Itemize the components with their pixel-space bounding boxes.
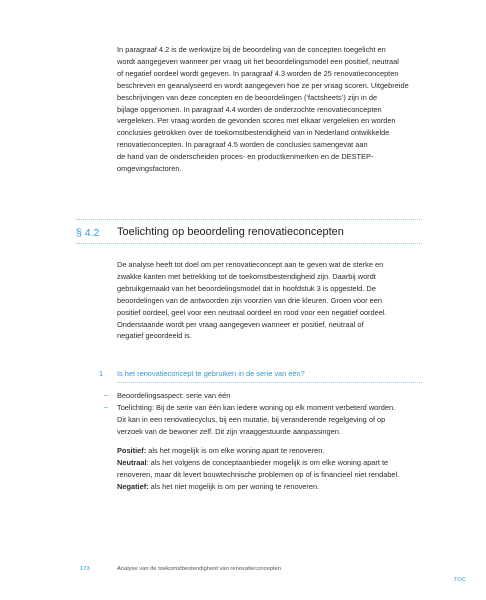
bullet-dash-toelichting: –	[104, 402, 109, 411]
bullet-aspect: Beoordelingsaspect: serie van één	[117, 391, 231, 400]
question-number: 1	[99, 369, 104, 378]
rating-neutraal-cont: renoveren, maar dit levert bouwtechnische problemen op of is financieel niet rendabel.	[117, 469, 400, 479]
question-title: Is het renovatieconcept te gebruiken in de serie van één?	[117, 369, 305, 378]
section-number: § 4.2	[76, 227, 100, 239]
rating-definitions	[117, 445, 417, 493]
section-top-divider	[76, 219, 422, 220]
section-title: Toelichting op beoordeling renovatieconcepten	[117, 226, 344, 238]
toc-link[interactable]: TOC	[454, 577, 467, 583]
page-number: 173	[80, 566, 90, 572]
intro-paragraph: In paragraaf 4.2 is de werkwijze bij de beoordeling van de concepten toegelicht en wordt aangegeven wanneer per vraag uit het beoordelingsmodel een positief, neutraal of negatief oordeel wordt gegeven. In paragraaf 4.3 worden de 25 renovatieconcepten beschreven en geanalyseerd en wordt aangegeven hoe ze per vraag scoren. Uitgebreide beschrijvingen van deze concepten en de beoordelingen (‘factsheets’) zijn in de bijlage opgenomen. In paragraaf 4.4 worden de onderzochte renovatieconcepten vergeleken. Per vraag worden de gevonden scores met elkaar vergeleken en worden conclusies getrokken over de toekomstbestendigheid van in Nederland ontwikkelde renovatieconcepten. In paragraaf 4.5 worden de conclusies samengevat aan de hand van de onderscheiden proces- en productkenmerken en de DESTEP- omgevingsfactoren.	[117, 45, 409, 174]
rating-neutraal: Neutraal: als het volgens de conceptaanbieder mogelijk is om elke woning apart te	[117, 457, 389, 467]
section-paragraph: De analyse heeft tot doel om per renovatieconcept aan te geven wat de sterke en zwakke kanten met betrekking tot de toekomstbestendigheid zijn. Daarbij wordt gebruikgemaakt van het beoordelingsmodel dat in hoofdstuk 3 is opgesteld. De beoordelingen van de antwoorden zijn voorzien van drie kleuren. Groen voor een positief oordeel, geel voor een neutraal oordeel en rood voor een negatief oordeel. Onderstaande wordt per vraag aangegeven wanneer er positief, neutraal of negatief geoordeeld is.	[117, 260, 387, 341]
bullet-dash-aspect: –	[104, 390, 109, 399]
running-title: Analyse van de toekomstbestendigheid van renovatieconcepten	[117, 566, 282, 572]
section-bottom-divider	[76, 243, 422, 244]
bullet-toelichting: Toelichting: Bij de serie van één kan iedere woning op elk moment verbeterd worden. Dit kan in een renovatiecyclus, bij een mutatie, bij veranderende regelgeving of op verzoek van de bewoner zelf. Dit zijn vraaggestuurde aanpassingen.	[117, 403, 396, 436]
rating-negatief: Negatief: als het niet mogelijk is om per woning te renoveren.	[117, 481, 320, 491]
question-divider	[117, 382, 422, 383]
rating-positief: Positief: als het mogelijk is om elke woning apart te renoveren.	[117, 446, 325, 455]
